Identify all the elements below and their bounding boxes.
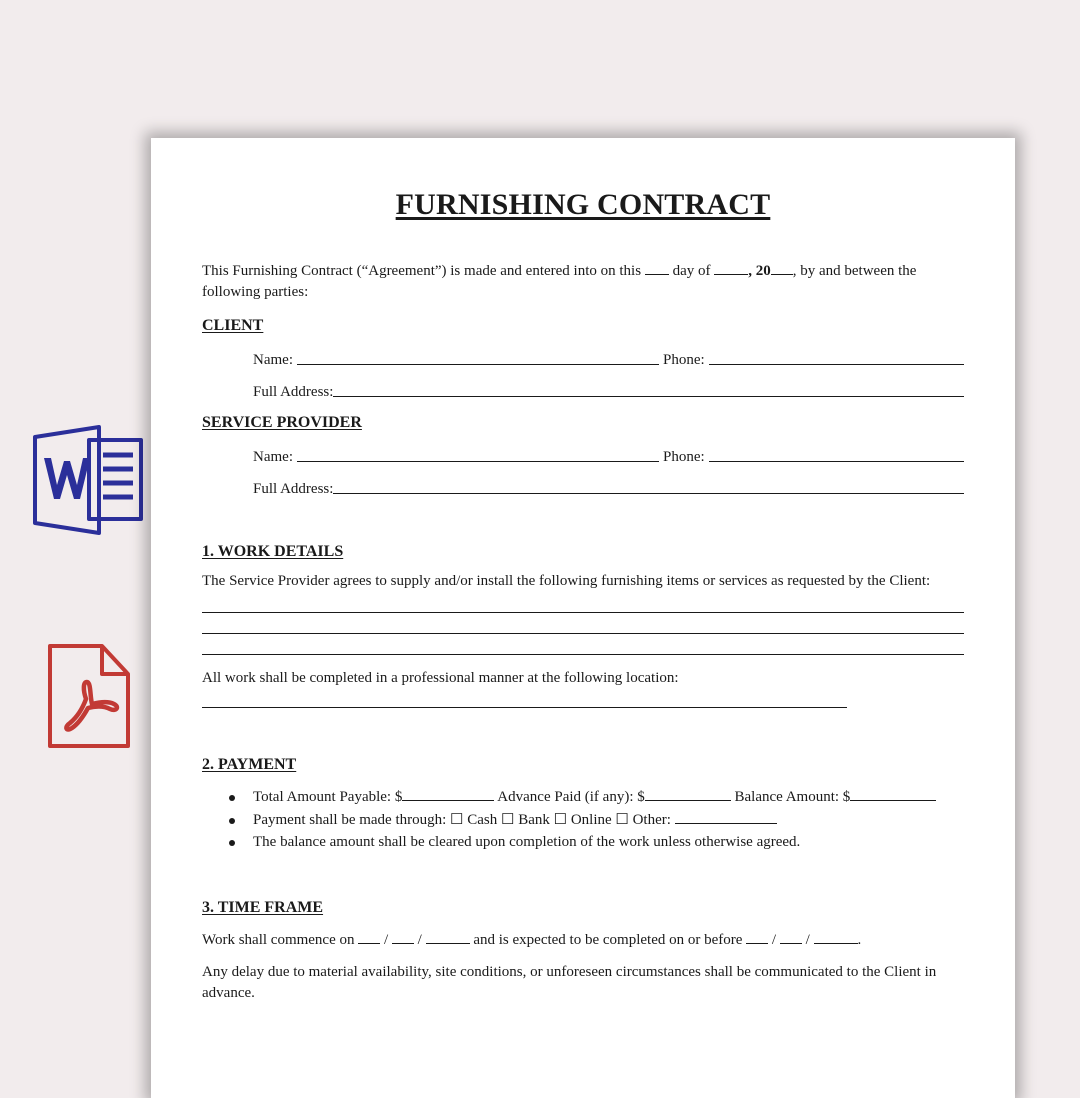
provider-name-field[interactable] [297, 461, 659, 462]
provider-address-row [202, 476, 964, 498]
word-document-icon [31, 423, 145, 537]
delay-text: Any delay due to material availability, site conditions, or unforeseen circumstances shall be communicated to the Client in advance. [202, 963, 937, 1001]
provider-address-label: Full Address: [253, 481, 334, 497]
advance-paid-field[interactable] [645, 786, 731, 801]
time-frame-heading: 3. TIME FRAME [202, 898, 324, 916]
end-year-field[interactable] [814, 929, 858, 944]
end-day-field[interactable] [746, 929, 768, 944]
payment-method-item: Payment shall be made through: ☐ Cash ☐ Bank ☐ Online ☐ Other: [202, 809, 964, 832]
provider-name-label: Name: [253, 449, 293, 465]
start-month-field[interactable] [392, 929, 414, 944]
start-year-field[interactable] [426, 929, 470, 944]
client-heading: CLIENT [202, 317, 264, 334]
provider-phone-label: Phone: [662, 449, 705, 465]
work-details-text: The Service Provider agrees to supply and/or install the following furnishing items or services as requested by the Client: [202, 573, 931, 589]
start-day-field[interactable] [358, 929, 380, 944]
payment-option-cash[interactable]: ☐ Cash [450, 811, 498, 828]
location-text: All work shall be completed in a professional manner at the following location: [202, 670, 679, 686]
client-address-row [202, 379, 964, 401]
work-items-lines [202, 603, 964, 655]
service-provider-heading: SERVICE PROVIDER [202, 414, 362, 431]
client-name-row [202, 347, 964, 369]
work-item-line[interactable] [202, 624, 964, 634]
pdf-document-icon [46, 642, 132, 750]
payment-list [202, 786, 964, 854]
provider-phone-field[interactable] [709, 461, 964, 462]
client-phone-label: Phone: [662, 352, 705, 368]
total-amount-field[interactable] [402, 786, 494, 801]
document-title: FURNISHING CONTRACT [395, 188, 771, 221]
intro-paragraph: This Furnishing Contract (“Agreement”) is made and entered into on this day of , 20 , by and between the following parties: [202, 260, 964, 303]
contract-page [151, 138, 1015, 1098]
provider-name-row [202, 444, 964, 466]
client-address-field[interactable] [333, 396, 964, 397]
end-month-field[interactable] [780, 929, 802, 944]
payment-option-other[interactable]: ☐ Other: [615, 811, 671, 828]
payment-option-online[interactable]: ☐ Online [553, 811, 612, 828]
payment-heading: 2. PAYMENT [202, 756, 297, 773]
balance-amount-field[interactable] [850, 786, 936, 801]
client-address-label: Full Address: [253, 384, 334, 400]
work-item-line[interactable] [202, 645, 964, 655]
client-name-label: Name: [253, 352, 293, 368]
time-frame-dates: Work shall commence on / / and is expected to be completed on or before / / . [202, 929, 964, 951]
work-details-heading: 1. WORK DETAILS [202, 543, 344, 560]
provider-address-field[interactable] [333, 493, 964, 494]
location-line[interactable] [202, 707, 847, 708]
work-item-line[interactable] [202, 603, 964, 613]
payment-option-bank[interactable]: ☐ Bank [501, 811, 550, 828]
client-name-field[interactable] [297, 364, 659, 365]
client-phone-field[interactable] [709, 364, 964, 365]
payment-balance-note: The balance amount shall be cleared upon completion of the work unless otherwise agreed. [202, 831, 964, 854]
payment-amounts-item: Total Amount Payable: $ Advance Paid (if any): $ Balance Amount: $ [202, 786, 964, 809]
payment-other-field[interactable] [675, 809, 777, 824]
